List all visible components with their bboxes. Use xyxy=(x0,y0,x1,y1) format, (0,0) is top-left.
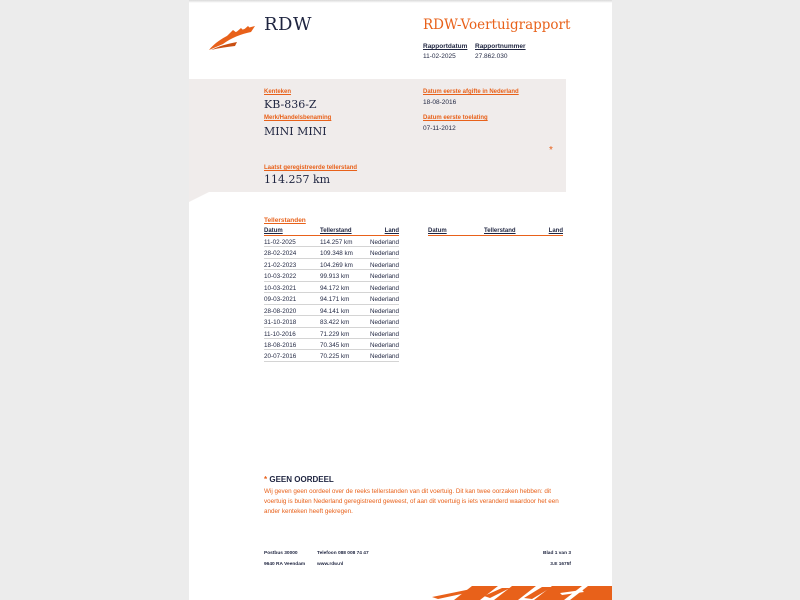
odometer-table-left xyxy=(264,228,399,362)
cell-odometer: 94.171 km xyxy=(320,296,350,304)
make-value: MINI MINI xyxy=(264,125,327,138)
table-row xyxy=(264,316,399,327)
table-header xyxy=(428,228,563,236)
plate-value: KB-836-Z xyxy=(264,98,317,111)
cell-country: Nederland xyxy=(369,330,399,338)
first-admission-value: 07-11-2012 xyxy=(423,125,456,132)
rdw-stripes-decoration xyxy=(432,584,612,600)
table-row xyxy=(264,282,399,293)
cell-odometer: 94.172 km xyxy=(320,284,350,292)
cell-country: Nederland xyxy=(369,296,399,304)
cell-odometer: 104.269 km xyxy=(320,261,353,269)
cell-date: 10-03-2021 xyxy=(264,284,297,292)
cell-country: Nederland xyxy=(369,261,399,269)
cell-date: 20-07-2016 xyxy=(264,353,297,361)
table-row xyxy=(264,293,399,304)
report-number-value: 27.862.030 xyxy=(475,53,508,60)
report-page xyxy=(189,0,612,600)
cell-country: Nederland xyxy=(369,284,399,292)
table-row xyxy=(264,270,399,281)
cell-odometer: 94.141 km xyxy=(320,307,350,315)
cell-country: Nederland xyxy=(369,239,399,246)
cell-odometer: 114.257 km xyxy=(320,239,353,246)
cell-date: 11-02-2025 xyxy=(264,239,296,246)
footer-website[interactable]: www.rdw.nl xyxy=(317,562,344,567)
cell-date: 18-08-2016 xyxy=(264,341,297,349)
table-row xyxy=(264,328,399,339)
vehicle-summary-band xyxy=(189,79,566,192)
report-date-value: 11-02-2025 xyxy=(423,53,456,60)
cell-country: Nederland xyxy=(369,319,399,327)
make-label: Merk/Handelsbenaming xyxy=(264,115,332,121)
table-row xyxy=(264,305,399,316)
report-date-label: Rapportdatum xyxy=(423,43,468,50)
plate-label: Kenteken xyxy=(264,89,292,95)
table-row xyxy=(264,259,399,270)
table-row xyxy=(264,236,399,247)
note-star: * xyxy=(264,475,268,484)
odometer-value: 114.257 km xyxy=(264,173,331,186)
table-row xyxy=(264,247,399,258)
cell-country: Nederland xyxy=(369,250,399,258)
column-header-date: Datum xyxy=(264,228,283,234)
note-title xyxy=(264,475,334,484)
cell-date: 31-10-2018 xyxy=(264,319,297,327)
cell-odometer: 109.348 km xyxy=(320,250,353,258)
footer-postbus: Postbus 30000 xyxy=(264,551,298,556)
odometer-label: Laatst geregistreerde tellerstand xyxy=(264,165,358,171)
footer-phone: Telefoon 088 008 74 47 xyxy=(317,551,369,556)
column-header-date: Datum xyxy=(428,228,447,234)
table-header xyxy=(264,228,399,236)
report-number-label: Rapportnummer xyxy=(475,43,526,50)
cell-odometer: 71.229 km xyxy=(320,330,350,338)
column-header-odometer: Tellerstand xyxy=(320,228,352,234)
cell-odometer: 70.345 km xyxy=(320,341,350,349)
cell-date: 09-03-2021 xyxy=(264,296,297,304)
cell-country: Nederland xyxy=(369,273,399,281)
table-row xyxy=(264,339,399,350)
cell-country: Nederland xyxy=(369,341,399,349)
cell-date: 10-03-2022 xyxy=(264,273,297,281)
column-header-country: Land xyxy=(548,228,563,234)
footer-page-number: Blad 1 van 3 xyxy=(543,551,571,556)
note-text: Wij geven geen oordeel over de reeks tellerstanden van dit voertuig. Dit kan twee oorzaken hebben: dit voertuig is buiten Nederland geregistreerd geweest, of aan dit voertuig is iets veranderd waardoor het een ander kenteken heeft gekregen. xyxy=(264,488,559,515)
cell-odometer: 99.913 km xyxy=(320,273,350,281)
band-notch xyxy=(189,192,209,202)
cell-country: Nederland xyxy=(369,307,399,315)
column-header-odometer: Tellerstand xyxy=(484,228,516,234)
first-nl-label: Datum eerste afgifte in Nederland xyxy=(423,89,519,95)
cell-date: 28-02-2024 xyxy=(264,250,297,258)
attention-star: * xyxy=(549,145,553,156)
rdw-logo-icon xyxy=(207,24,257,52)
first-admission-label: Datum eerste toelating xyxy=(423,115,488,121)
footer-address: 9640 RA Veendam xyxy=(264,562,306,567)
cell-odometer: 83.422 km xyxy=(320,319,350,327)
footer-code: 3.E 1675f xyxy=(550,562,571,567)
table-body xyxy=(264,236,399,362)
top-shadow-line xyxy=(189,0,612,3)
table-row xyxy=(264,350,399,361)
odometer-table-heading: Tellerstanden xyxy=(264,217,306,224)
report-title: RDW-Voertuigrapport xyxy=(423,17,571,33)
column-header-country: Land xyxy=(384,228,399,234)
cell-country: Nederland xyxy=(369,353,399,361)
cell-odometer: 70.225 km xyxy=(320,353,350,361)
first-nl-value: 18-08-2016 xyxy=(423,99,457,106)
cell-date: 11-10-2016 xyxy=(264,330,296,338)
logo-text: RDW xyxy=(264,14,312,35)
odometer-table-right xyxy=(428,228,563,236)
note-title-text: GEEN OORDEEL xyxy=(269,475,334,484)
cell-date: 28-08-2020 xyxy=(264,307,297,315)
cell-date: 21-02-2023 xyxy=(264,261,297,269)
